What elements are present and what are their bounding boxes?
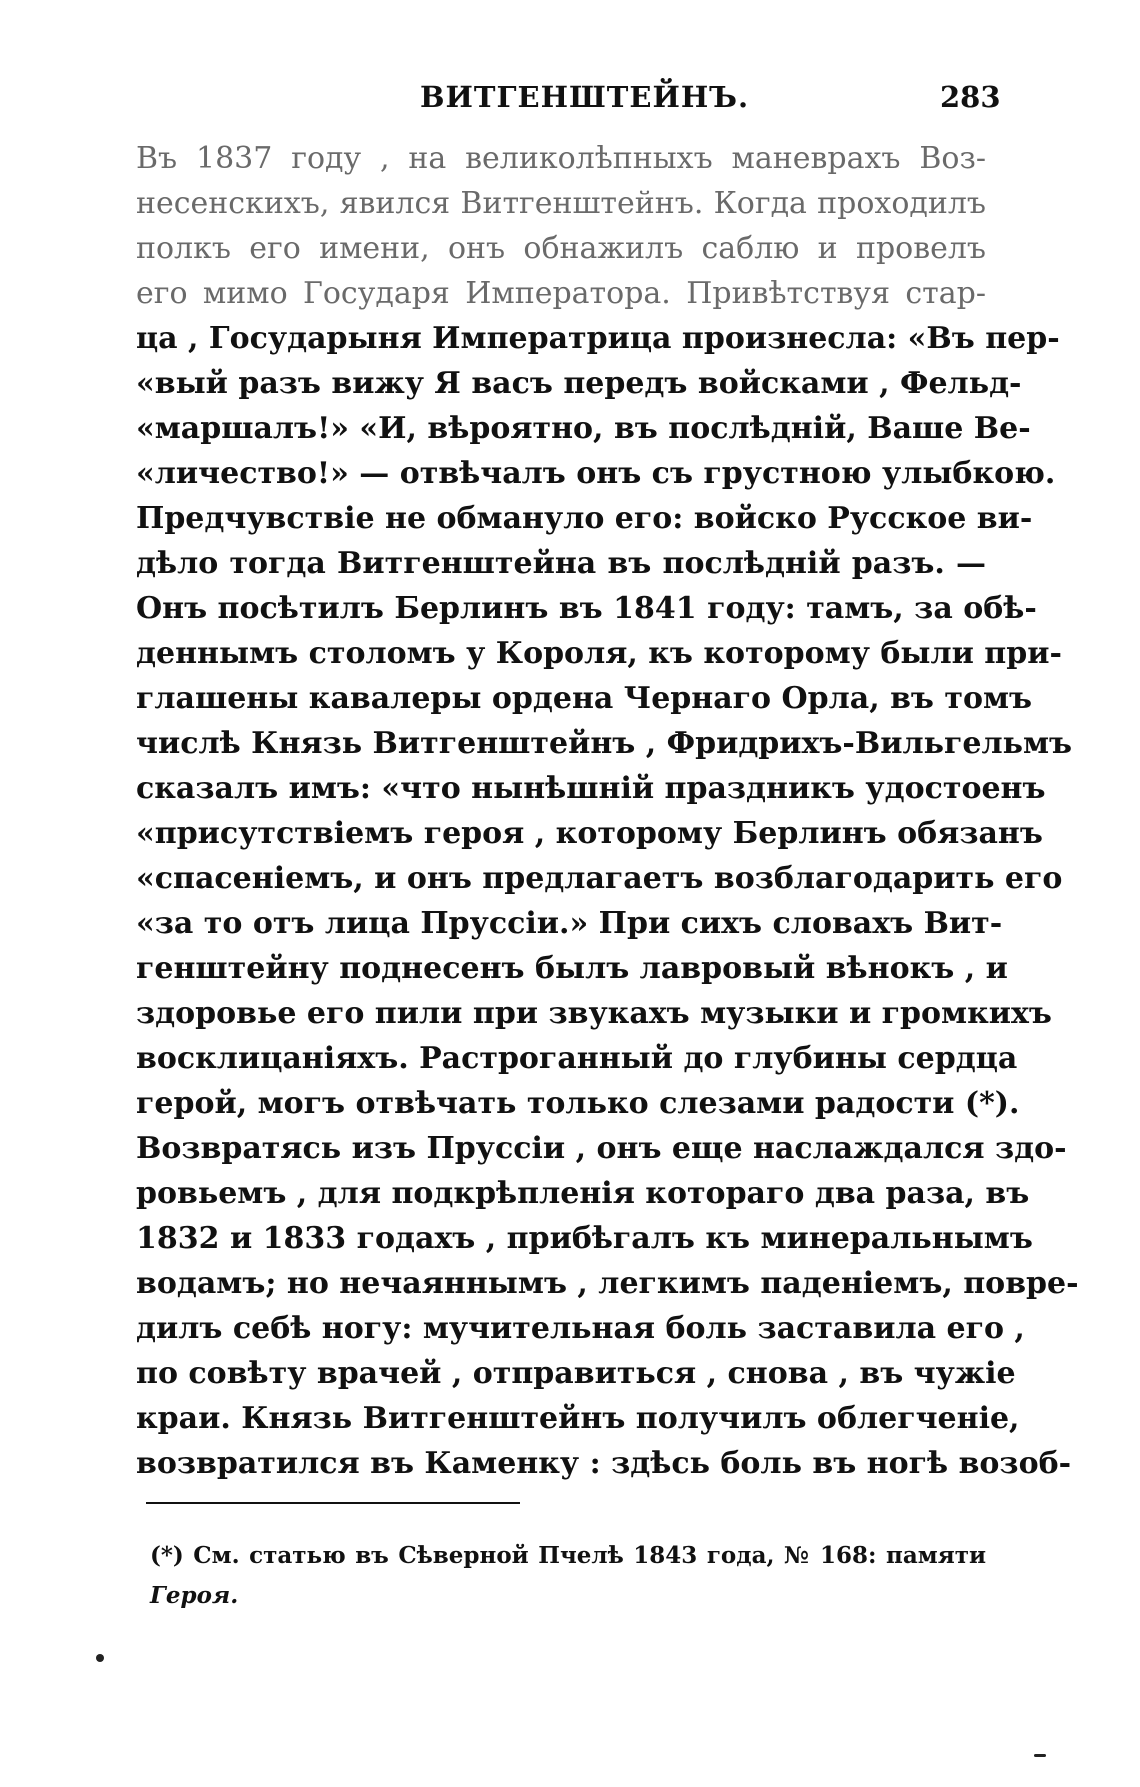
footnote-line: Героя. <box>150 1582 239 1609</box>
text-line: «вый разъ вижу Я васъ передъ войсками , Фельд- <box>136 366 1022 401</box>
text-line: ца , Государыня Императрица произнесла: «Въ пер- <box>136 321 1060 356</box>
text-line: Въ 1837 году , на великолѣпныхъ маневрахъ Воз- <box>136 141 986 176</box>
text-line: Предчувствіе не обмануло его: войско Русское ви- <box>136 501 1033 536</box>
text-line: числѣ Князь Витгенштейнъ , Фридрихъ-Вильгельмъ <box>136 726 1073 761</box>
text-line: водамъ; но нечаяннымъ , легкимъ паденіемъ, повре- <box>136 1266 1079 1301</box>
text-line: «маршалъ!» «И, вѣроятно, въ послѣдній, Ваше Ве- <box>136 411 1031 446</box>
footnote-separator <box>146 1502 520 1504</box>
text-line: деннымъ столомъ у Короля, къ которому были при- <box>136 636 1062 671</box>
text-line: несенскихъ, явился Витгенштейнъ. Когда проходилъ <box>136 186 986 221</box>
text-line: восклицаніяхъ. Растроганный до глубины сердца <box>136 1041 1018 1076</box>
text-line: Онъ посѣтилъ Берлинъ въ 1841 году: тамъ, за обѣ- <box>136 591 1037 626</box>
text-line: дѣло тогда Витгенштейна въ послѣдній разъ. — <box>136 546 986 581</box>
scan-speck <box>96 1654 104 1662</box>
text-line: по совѣту врачей , отправиться , снова , въ чужіе <box>136 1356 1016 1391</box>
text-line: полкъ его имени, онъ обнажилъ саблю и провелъ <box>136 231 986 266</box>
text-line: сказалъ имъ: «что нынѣшній праздникъ удостоенъ <box>136 771 1046 806</box>
text-line: здоровье его пили при звукахъ музыки и громкихъ <box>136 996 1052 1031</box>
text-line: «за то отъ лица Пруссіи.» При сихъ словахъ Вит- <box>136 906 1003 941</box>
body-text <box>136 136 1079 1486</box>
text-line: возвратился въ Каменку : здѣсь боль въ ногѣ возоб- <box>136 1446 1072 1481</box>
text-line: его мимо Государя Императора. Привѣтствуя стар- <box>136 276 986 311</box>
text-line: глашены кавалеры ордена Чернаго Орла, въ томъ <box>136 681 1033 716</box>
text-line: «присутствіемъ героя , которому Берлинъ обязанъ <box>136 816 1043 851</box>
page-number: 283 <box>940 80 1001 114</box>
text-line: Возвратясь изъ Пруссіи , онъ еще наслаждался здо- <box>136 1131 1067 1166</box>
footnote <box>150 1536 986 1616</box>
text-line: дилъ себѣ ногу: мучительная боль заставила его , <box>136 1311 1025 1346</box>
text-line: краи. Князь Витгенштейнъ получилъ облегченіе, <box>136 1401 1020 1436</box>
text-line: «личество!» — отвѣчалъ онъ съ грустною улыбкою. <box>136 456 1056 491</box>
footnote-line: (*) См. статью въ Сѣверной Пчелѣ 1843 года, № 168: памяти <box>150 1542 986 1569</box>
text-line: генштейну поднесенъ былъ лавровый вѣнокъ , и <box>136 951 1008 986</box>
text-line: «спасеніемъ, и онъ предлагаетъ возблагодарить его <box>136 861 1063 896</box>
running-title: ВИТГЕНШТЕЙНЪ. <box>420 80 750 114</box>
text-line: герой, могъ отвѣчать только слезами радости (*). <box>136 1086 1020 1121</box>
scan-speck <box>1034 1754 1046 1757</box>
text-line: ровьемъ , для подкрѣпленія котораго два раза, въ <box>136 1176 1030 1211</box>
text-line: 1832 и 1833 годахъ , прибѣгалъ къ минеральнымъ <box>136 1221 1033 1256</box>
